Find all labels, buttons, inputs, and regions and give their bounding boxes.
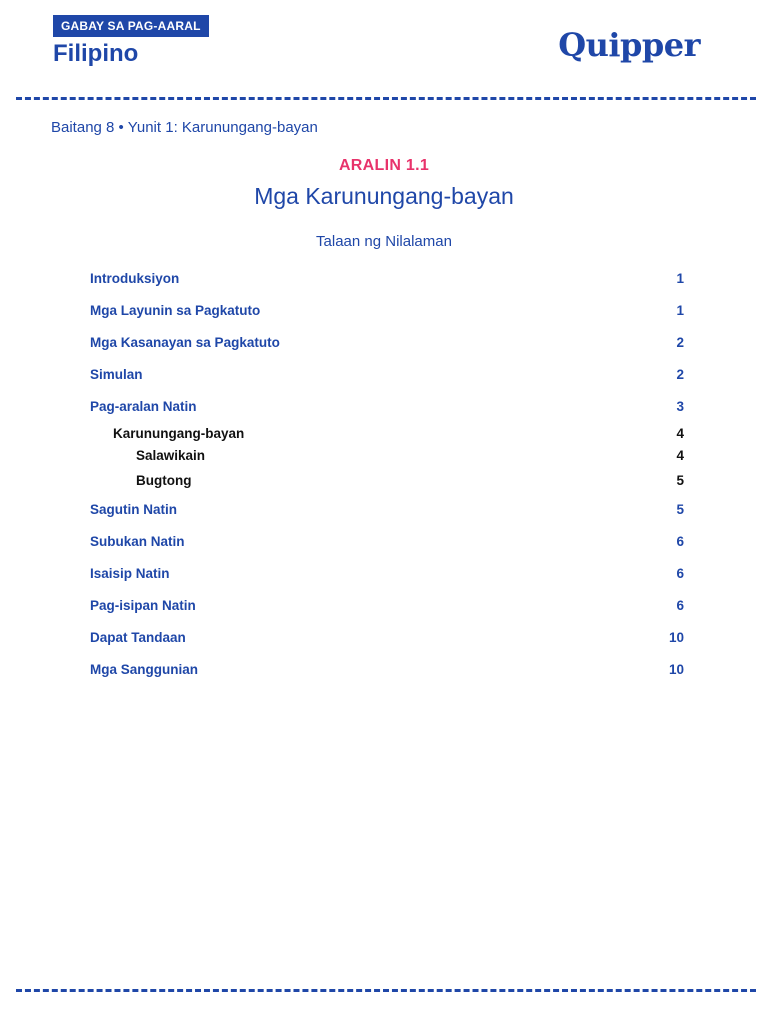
toc-entry[interactable]: [90, 358, 684, 390]
toc-entry-page: 6: [676, 597, 684, 613]
toc-entry[interactable]: [90, 294, 684, 326]
subject-title: Filipino: [53, 40, 139, 67]
toc-entry-page: 6: [676, 533, 684, 549]
toc-entry-title: Sagutin Natin: [90, 501, 177, 517]
lesson-title: Mga Karunungang-bayan: [254, 183, 514, 209]
toc-entry-title: Mga Layunin sa Pagkatuto: [90, 302, 261, 318]
toc-entry-page: 1: [676, 270, 684, 286]
toc-entry-title: Dapat Tandaan: [90, 629, 186, 645]
top-divider: [16, 97, 756, 100]
toc-entry[interactable]: [90, 525, 684, 557]
toc-entry-page: 1: [676, 302, 684, 318]
toc-entry[interactable]: [90, 589, 684, 621]
toc-entry-title: Bugtong: [136, 472, 192, 488]
toc-entry-title: Karunungang-bayan: [113, 425, 245, 441]
toc-entry-title: Salawikain: [136, 448, 206, 464]
toc-entry-title: Pag-isipan Natin: [90, 597, 196, 613]
toc-entry[interactable]: [90, 390, 684, 422]
toc-entry-title: Mga Kasanayan sa Pagkatuto: [90, 334, 280, 350]
toc-entry-title: Pag-aralan Natin: [90, 398, 197, 414]
toc-entry-page: 4: [676, 425, 684, 441]
toc-subentry[interactable]: [90, 445, 684, 468]
toc-entry-title: Subukan Natin: [90, 533, 185, 549]
toc-entry-title: Isaisip Natin: [90, 565, 170, 581]
guide-badge: GABAY SA PAG-AARAL: [53, 15, 209, 37]
toc-entry-page: 10: [668, 629, 684, 645]
toc-entry-page: 4: [676, 448, 684, 464]
toc-entry[interactable]: [90, 621, 684, 653]
toc-entry[interactable]: [90, 493, 684, 525]
toc-entry[interactable]: [90, 653, 684, 685]
toc-subentry[interactable]: [90, 467, 684, 493]
lesson-label: ARALIN 1.1: [338, 157, 430, 174]
toc-entry-title: Simulan: [90, 366, 143, 382]
toc-entry[interactable]: [90, 557, 684, 589]
toc-entry-title: Mga Sanggunian: [90, 661, 198, 677]
toc-entry-page: 10: [668, 661, 684, 677]
toc-entry-page: 2: [676, 334, 684, 350]
toc-entry-page: 5: [676, 472, 684, 488]
toc-entry-page: 5: [676, 501, 684, 517]
toc-heading: Talaan ng Nilalaman: [316, 233, 452, 250]
table-of-contents: [90, 262, 684, 685]
toc-entry[interactable]: [90, 262, 684, 294]
toc-entry[interactable]: [90, 326, 684, 358]
toc-entry-page: 2: [676, 366, 684, 382]
toc-entry-page: 6: [676, 565, 684, 581]
bottom-divider: [16, 989, 756, 992]
breadcrumb: Baitang 8 • Yunit 1: Karunungang-bayan: [51, 119, 318, 136]
toc-entry-title: Introduksiyon: [90, 270, 180, 286]
toc-subentry[interactable]: [90, 422, 684, 445]
toc-entry-page: 3: [676, 398, 684, 414]
quipper-logo: Quipper: [558, 26, 700, 64]
